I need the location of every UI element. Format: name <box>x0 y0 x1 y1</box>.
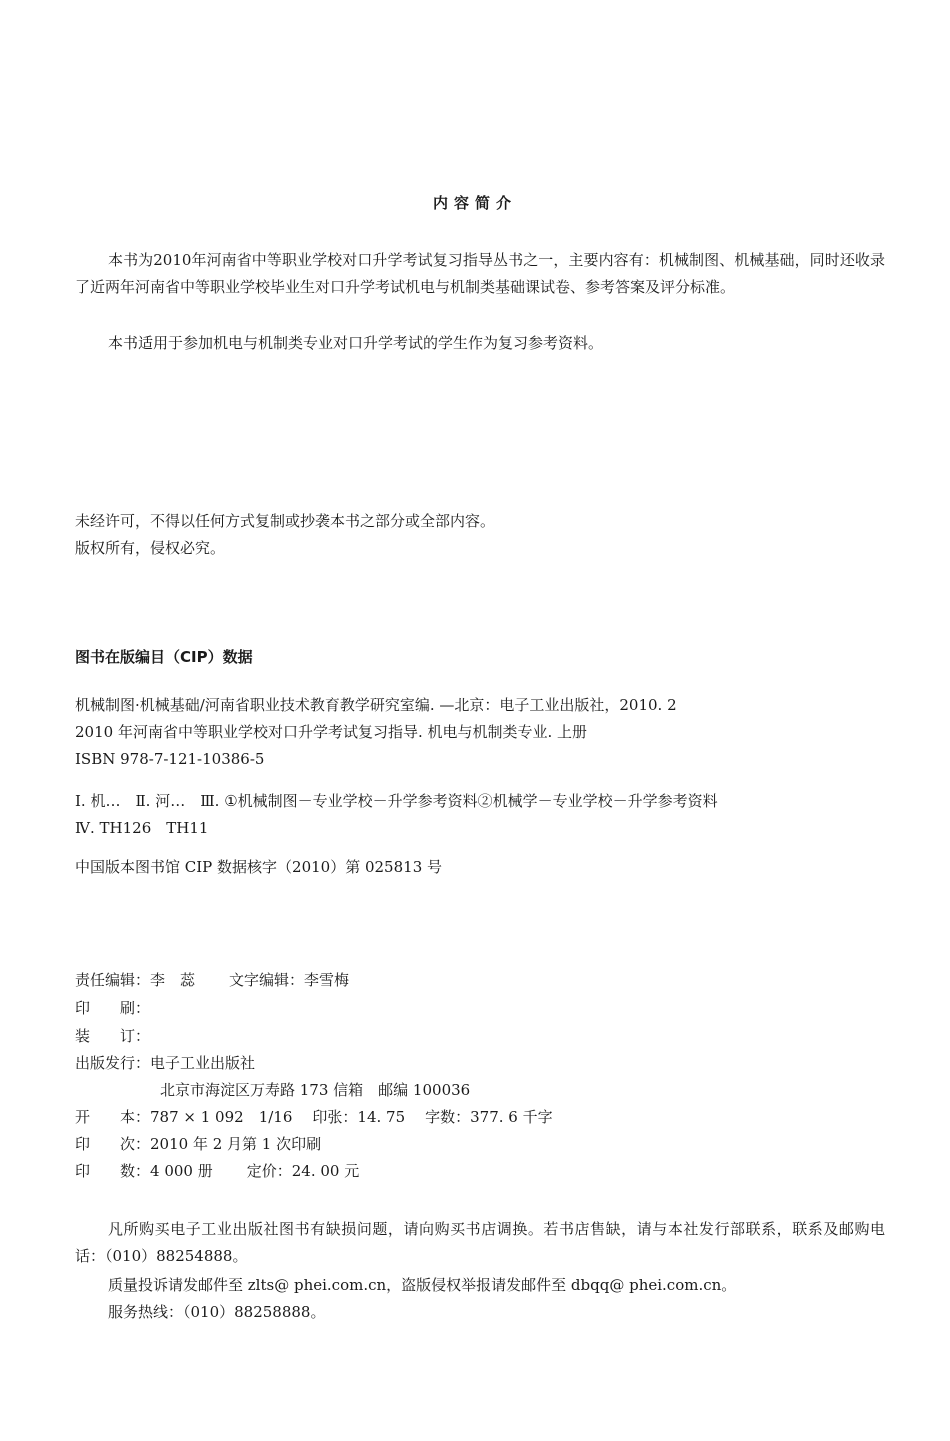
text-editor-value: 李雪梅 <box>304 971 350 989</box>
format-value: 787 × 1 092 1/16 <box>150 1108 293 1126</box>
credits-edition-row <box>75 1133 321 1155</box>
publisher-label: 出版发行： <box>75 1054 151 1072</box>
notice-paragraph-1: 凡所购买电子工业出版社图书有缺损问题，请向购买书店调换。若书店售缺，请与本社发行部联系，联系及邮购电话：（010）88254888。 <box>75 1220 885 1265</box>
price-value: 24. 00 元 <box>291 1162 360 1180</box>
format-label: 开 本： <box>75 1108 151 1126</box>
credits-copies-row <box>75 1160 359 1182</box>
editor-value: 李 蕊 <box>150 971 196 989</box>
copyright-line-2: 版权所有，侵权必究。 <box>75 539 226 557</box>
cip-record: 中国版本图书馆 CIP 数据核字（2010）第 025813 号 <box>75 858 443 876</box>
summary-title: 内容简介 <box>432 194 517 212</box>
edition-label: 印 次： <box>75 1135 151 1153</box>
cip-line-1: 机械制图·机械基础/河南省职业技术教育教学研究室编. —北京：电子工业出版社，2010. 2 <box>75 696 677 714</box>
print-label: 印 刷： <box>75 999 151 1017</box>
cip-line-2: 2010 年河南省中等职业学校对口升学考试复习指导. 机电与机制类专业. 上册 <box>75 723 588 741</box>
cip-class-line-2: Ⅳ. TH126 TH11 <box>75 819 209 837</box>
sheets-label: 印张： <box>312 1108 358 1126</box>
copies-label: 印 数： <box>75 1162 151 1180</box>
words-value: 377. 6 千字 <box>470 1108 553 1126</box>
credits-binding-row <box>75 1025 150 1047</box>
cip-heading: 图书在版编目（CIP）数据 <box>75 648 253 666</box>
summary-paragraph-2: 本书适用于参加机电与机制类专业对口升学考试的学生作为复习参考资料。 <box>108 334 604 352</box>
price-label: 定价： <box>246 1162 292 1180</box>
copies-value: 4 000 册 <box>150 1162 213 1180</box>
text-editor-label: 文字编辑： <box>229 971 305 989</box>
publisher-address: 北京市海淀区万寿路 173 信箱 邮编 100036 <box>160 1081 471 1099</box>
edition-value: 2010 年 2 月第 1 次印刷 <box>150 1135 322 1153</box>
publisher-value: 电子工业出版社 <box>150 1054 256 1072</box>
words-label: 字数： <box>425 1108 471 1126</box>
credits-format-row <box>75 1106 553 1128</box>
summary-paragraph-1: 本书为2010年河南省中等职业学校对口升学考试复习指导丛书之一，主要内容有：机械制图、机械基础，同时还收录了近两年河南省中等职业学校毕业生对口升学考试机电与机制类基础课试卷、参考答案及评分标准。 <box>75 251 885 296</box>
editor-label: 责任编辑： <box>75 971 151 989</box>
credits-editors-row <box>75 969 349 991</box>
cip-isbn: ISBN 978-7-121-10386-5 <box>75 750 265 768</box>
credits-print-row <box>75 997 150 1019</box>
notice-line-2: 质量投诉请发邮件至 zlts@ phei.com.cn，盗版侵权举报请发邮件至 dbqq@ phei.com.cn。 <box>108 1276 737 1294</box>
copyright-line-1: 未经许可，不得以任何方式复制或抄袭本书之部分或全部内容。 <box>75 512 496 530</box>
credits-publisher-row <box>75 1052 255 1074</box>
cip-class-line-1: Ⅰ. 机… Ⅱ. 河… Ⅲ. ①机械制图－专业学校－升学参考资料②机械学－专业学校－升学参考资料 <box>75 792 718 810</box>
binding-label: 装 订： <box>75 1027 151 1045</box>
sheets-value: 14. 75 <box>357 1108 406 1126</box>
notice-line-3: 服务热线：（010）88258888。 <box>108 1303 326 1321</box>
